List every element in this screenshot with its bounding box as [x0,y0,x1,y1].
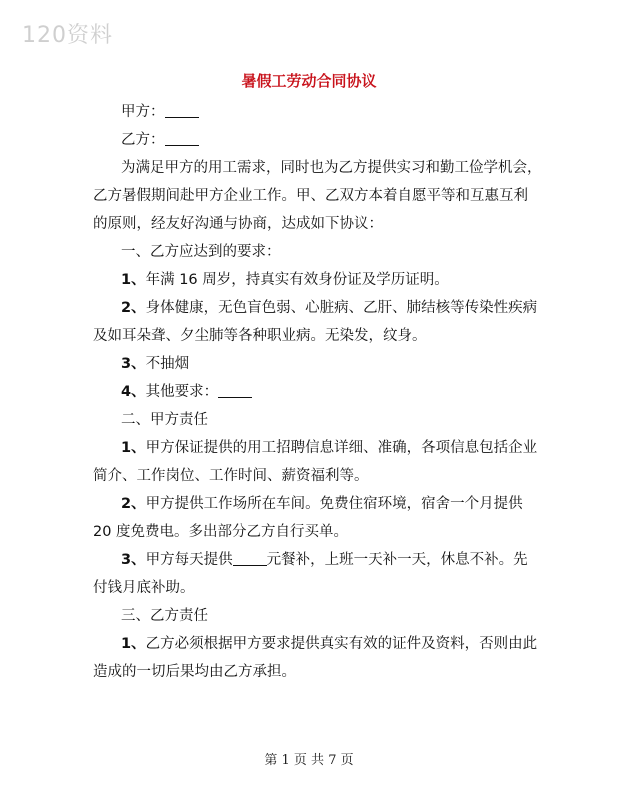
party-a-blank [165,103,199,118]
other-requirements-blank [218,383,252,398]
item-number: 1、 [121,440,146,456]
section1-item-2 [121,298,537,318]
party-b-blank [165,131,199,146]
section2-item-2-cont: 20 度免费电。多出部分乙方自行买单。 [93,524,349,540]
item-text: 其他要求： [145,384,219,400]
document-title: 暑假工劳动合同协议 [241,72,377,90]
section1-heading: 一、乙方应达到的要求： [121,244,281,260]
item-number: 2、 [121,496,146,512]
section2-heading: 二、甲方责任 [121,412,208,428]
item-text: 甲方保证提供的用工招聘信息详细、准确，各项信息包括企业 [145,440,538,456]
section3-heading: 三、乙方责任 [121,608,208,624]
item-number: 1、 [121,636,146,652]
item-text: 甲方提供工作场所在车间。免费住宿环境，宿舍一个月提供 [145,496,523,512]
party-a-line [121,102,199,122]
watermark-logo: 120资料 [22,23,113,48]
item-text: 身体健康，无色盲色弱、心脏病、乙肝、肺结核等传染性疾病 [145,300,538,316]
section2-item-3-cont: 付钱月底补助。 [93,580,195,596]
item-text: 年满 16 周岁，持真实有效身份证及学历证明。 [145,272,449,288]
section3-item-1 [121,634,537,654]
party-b-line [121,130,199,150]
item-number: 1、 [121,272,146,288]
section1-item-3 [121,354,189,374]
section2-item-2 [121,494,523,514]
meal-allowance-blank [233,551,267,566]
section2-item-1 [121,438,537,458]
item-text: 甲方每天提供 [145,552,233,568]
section1-item-1 [121,270,449,290]
section1-item-2-cont: 及如耳朵聋、夕尘肺等各种职业病。无染发，纹身。 [93,328,427,344]
page-footer: 第 1 页 共 7 页 [264,753,354,768]
section1-item-4 [121,382,252,402]
item-number: 3、 [121,356,146,372]
intro-line-1: 为满足甲方的用工需求，同时也为乙方提供实习和勤工俭学机会， [121,160,542,176]
section2-item-3 [121,550,528,570]
party-b-label: 乙方： [121,132,165,148]
item-text: 不抽烟 [145,356,190,372]
item-number: 4、 [121,384,146,400]
party-a-label: 甲方： [121,104,165,120]
section3-item-1-cont: 造成的一切后果均由乙方承担。 [93,664,296,680]
intro-line-3: 的原则，经友好沟通与协商，达成如下协议： [93,216,383,232]
section2-item-1-cont: 简介、工作岗位、工作时间、薪资福利等。 [93,468,369,484]
item-text: 元餐补，上班一天补一天，休息不补。先 [266,552,528,568]
intro-line-2: 乙方暑假期间赴甲方企业工作。甲、乙双方本着自愿平等和互惠互利 [93,188,528,204]
item-number: 3、 [121,552,146,568]
item-number: 2、 [121,300,146,316]
item-text: 乙方必须根据甲方要求提供真实有效的证件及资料，否则由此 [145,636,538,652]
